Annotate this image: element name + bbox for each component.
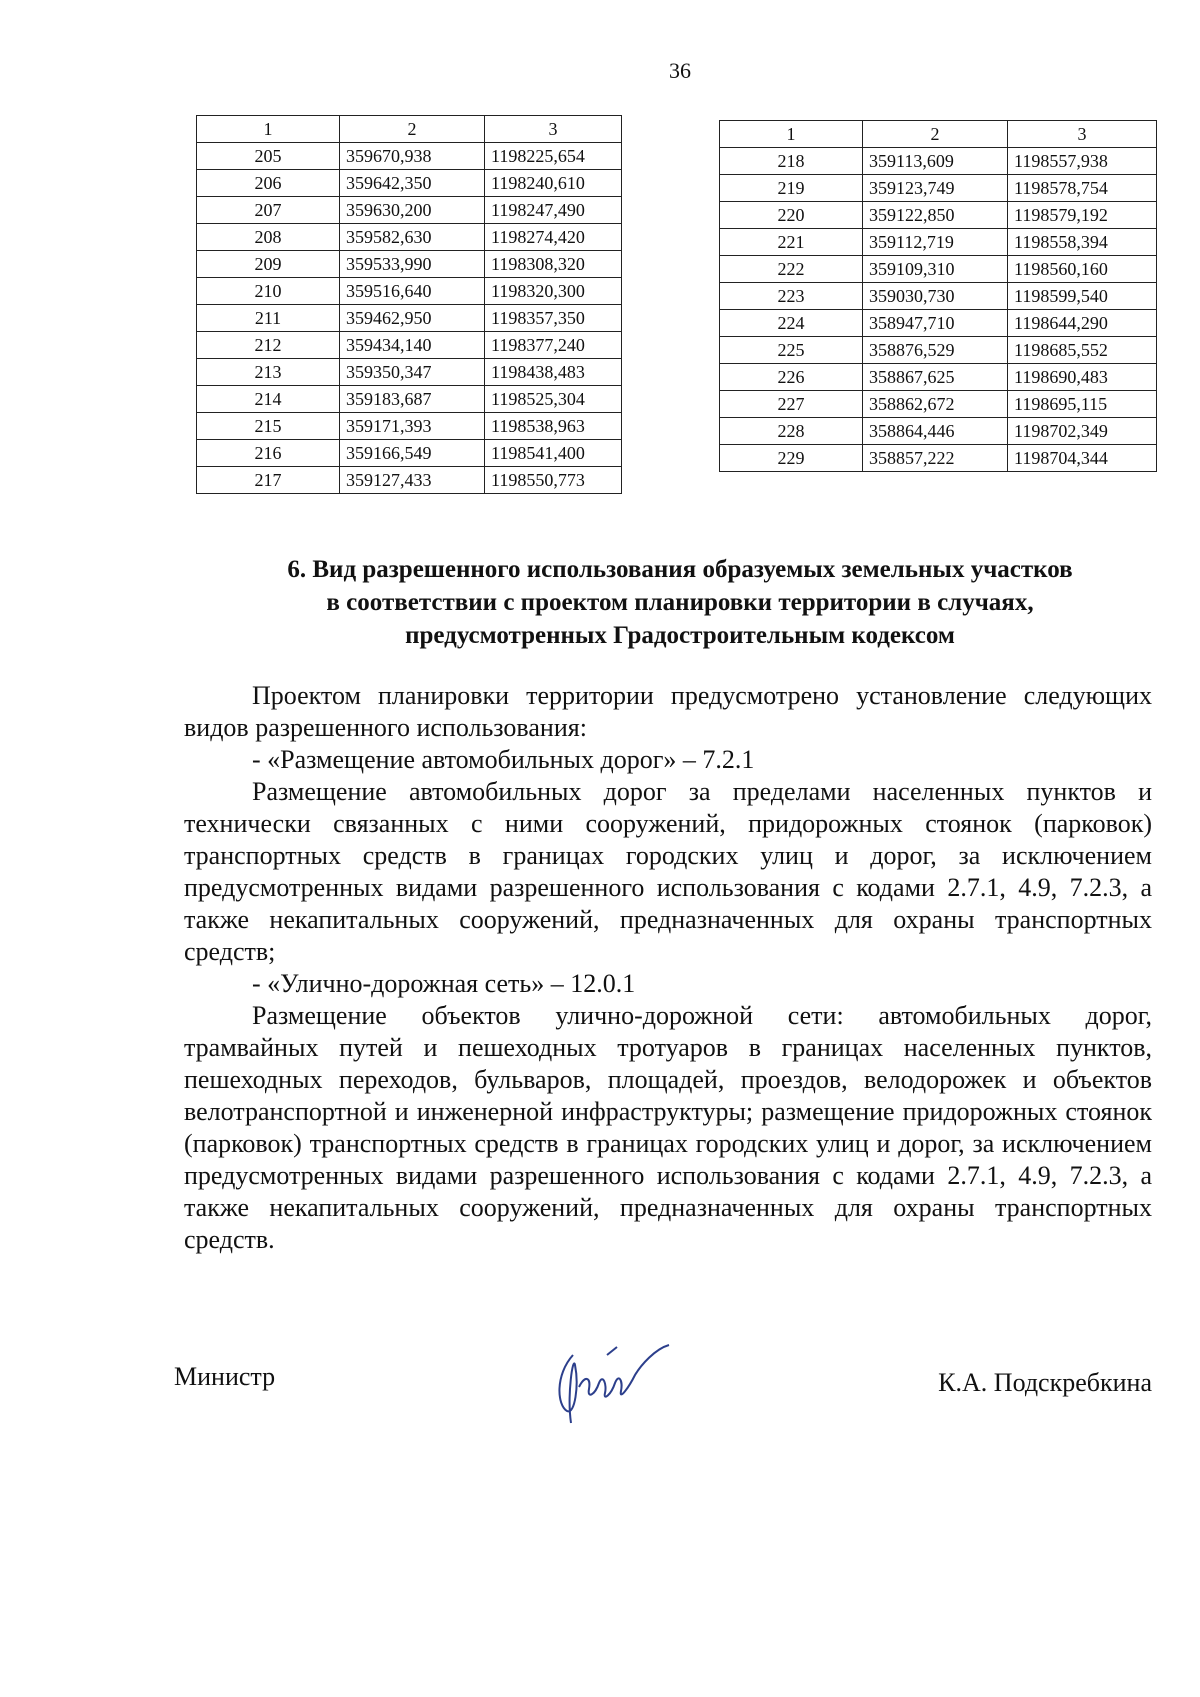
point-number-cell: 209 (197, 251, 340, 278)
x-coordinate-cell: 358862,672 (863, 391, 1008, 418)
table-row (197, 197, 622, 224)
table-row (720, 229, 1157, 256)
x-coordinate-cell: 359434,140 (340, 332, 485, 359)
y-coordinate-cell: 1198599,540 (1008, 283, 1157, 310)
y-coordinate-cell: 1198702,349 (1008, 418, 1157, 445)
point-number-cell: 221 (720, 229, 863, 256)
table-row (197, 305, 622, 332)
x-coordinate-cell: 359462,950 (340, 305, 485, 332)
point-number-cell: 207 (197, 197, 340, 224)
point-number-cell: 210 (197, 278, 340, 305)
table-row (197, 143, 622, 170)
x-coordinate-cell: 358857,222 (863, 445, 1008, 472)
section-body (184, 680, 1152, 1256)
table-row (197, 332, 622, 359)
y-coordinate-cell: 1198525,304 (485, 386, 622, 413)
table-row (197, 359, 622, 386)
y-coordinate-cell: 1198685,552 (1008, 337, 1157, 364)
table-row (197, 224, 622, 251)
y-coordinate-cell: 1198560,160 (1008, 256, 1157, 283)
section-heading-line: 6. Вид разрешенного использования образуемых земельных участков (287, 556, 1073, 583)
y-coordinate-cell: 1198557,938 (1008, 148, 1157, 175)
point-number-cell: 229 (720, 445, 863, 472)
x-coordinate-cell: 359109,310 (863, 256, 1008, 283)
table-row (197, 251, 622, 278)
point-number-cell: 205 (197, 143, 340, 170)
y-coordinate-cell: 1198695,115 (1008, 391, 1157, 418)
point-number-cell: 213 (197, 359, 340, 386)
x-coordinate-cell: 359113,609 (863, 148, 1008, 175)
y-coordinate-cell: 1198308,320 (485, 251, 622, 278)
x-coordinate-cell: 359582,630 (340, 224, 485, 251)
column-header: 1 (720, 121, 863, 148)
x-coordinate-cell: 359516,640 (340, 278, 485, 305)
table-row (720, 175, 1157, 202)
point-number-cell: 215 (197, 413, 340, 440)
table-row (197, 278, 622, 305)
column-header: 3 (485, 116, 622, 143)
table-row (720, 310, 1157, 337)
column-header: 1 (197, 116, 340, 143)
y-coordinate-cell: 1198240,610 (485, 170, 622, 197)
column-header: 2 (863, 121, 1008, 148)
signatory-title: Министр (174, 1362, 276, 1391)
point-number-cell: 220 (720, 202, 863, 229)
y-coordinate-cell: 1198644,290 (1008, 310, 1157, 337)
x-coordinate-cell: 359166,549 (340, 440, 485, 467)
table-row (720, 445, 1157, 472)
x-coordinate-cell: 358864,446 (863, 418, 1008, 445)
handwritten-signature (545, 1325, 675, 1435)
y-coordinate-cell: 1198704,344 (1008, 445, 1157, 472)
point-number-cell: 223 (720, 283, 863, 310)
x-coordinate-cell: 359183,687 (340, 386, 485, 413)
point-number-cell: 206 (197, 170, 340, 197)
section-heading-line: в соответствии с проектом планировки территории в случаях, (326, 589, 1034, 616)
x-coordinate-cell: 359350,347 (340, 359, 485, 386)
table-row (197, 170, 622, 197)
y-coordinate-cell: 1198247,490 (485, 197, 622, 224)
point-number-cell: 218 (720, 148, 863, 175)
y-coordinate-cell: 1198320,300 (485, 278, 622, 305)
x-coordinate-cell: 359112,719 (863, 229, 1008, 256)
x-coordinate-cell: 359533,990 (340, 251, 485, 278)
x-coordinate-cell: 358876,529 (863, 337, 1008, 364)
point-number-cell: 214 (197, 386, 340, 413)
y-coordinate-cell: 1198578,754 (1008, 175, 1157, 202)
point-number-cell: 226 (720, 364, 863, 391)
land-use-item: - «Размещение автомобильных дорог» – 7.2.1 (252, 745, 755, 774)
point-number-cell: 219 (720, 175, 863, 202)
point-number-cell: 225 (720, 337, 863, 364)
y-coordinate-cell: 1198538,963 (485, 413, 622, 440)
point-number-cell: 228 (720, 418, 863, 445)
table-row (720, 256, 1157, 283)
y-coordinate-cell: 1198274,420 (485, 224, 622, 251)
table-row (720, 418, 1157, 445)
column-header: 2 (340, 116, 485, 143)
x-coordinate-cell: 359127,433 (340, 467, 485, 494)
y-coordinate-cell: 1198550,773 (485, 467, 622, 494)
point-number-cell: 217 (197, 467, 340, 494)
point-number-cell: 222 (720, 256, 863, 283)
land-use-description: Размещение объектов улично-дорожной сети: автомобильных дорог, трамвайных путей и пешеходных тротуаров в границах населенных пунктов, пешеходных переходов, бульваров, площадей, проездов, велодорожек и объектов велотранспортной и инженерной инфраструктуры; размещение придорожных стоянок (парковок) транспортных средств в границах городских улиц и дорог, за исключением предусмотренных видами разрешенного использования с кодами 2.7.1, 4.9, 7.2.3, а также некапитальных сооружений, предназначенных для охраны транспортных средств. (184, 1001, 1152, 1254)
table-row (197, 440, 622, 467)
point-number-cell: 208 (197, 224, 340, 251)
y-coordinate-cell: 1198690,483 (1008, 364, 1157, 391)
y-coordinate-cell: 1198558,394 (1008, 229, 1157, 256)
signatory-name: К.А. Подскребкина (938, 1368, 1152, 1397)
table-row (720, 283, 1157, 310)
y-coordinate-cell: 1198225,654 (485, 143, 622, 170)
land-use-item: - «Улично-дорожная сеть» – 12.0.1 (252, 969, 636, 998)
table-header-row (720, 121, 1157, 148)
table-row (720, 364, 1157, 391)
table-row (197, 467, 622, 494)
coordinates-table-left (196, 115, 622, 494)
point-number-cell: 227 (720, 391, 863, 418)
table-header-row (197, 116, 622, 143)
point-number-cell: 211 (197, 305, 340, 332)
table-row (720, 391, 1157, 418)
point-number-cell: 216 (197, 440, 340, 467)
page-number: 36 (669, 58, 691, 83)
column-header: 3 (1008, 121, 1157, 148)
table-row (720, 148, 1157, 175)
section-heading (180, 553, 1180, 652)
y-coordinate-cell: 1198541,400 (485, 440, 622, 467)
table-row (720, 202, 1157, 229)
coordinates-table-right (719, 120, 1157, 472)
x-coordinate-cell: 358867,625 (863, 364, 1008, 391)
x-coordinate-cell: 359642,350 (340, 170, 485, 197)
y-coordinate-cell: 1198377,240 (485, 332, 622, 359)
table-row (720, 337, 1157, 364)
point-number-cell: 224 (720, 310, 863, 337)
point-number-cell: 212 (197, 332, 340, 359)
table-row (197, 386, 622, 413)
x-coordinate-cell: 359123,749 (863, 175, 1008, 202)
x-coordinate-cell: 359122,850 (863, 202, 1008, 229)
x-coordinate-cell: 358947,710 (863, 310, 1008, 337)
intro-paragraph: Проектом планировки территории предусмотрено установление следующих видов разрешенного использования: (184, 681, 1152, 742)
x-coordinate-cell: 359030,730 (863, 283, 1008, 310)
land-use-description: Размещение автомобильных дорог за пределами населенных пунктов и технически связанных с ними сооружений, придорожных стоянок (парковок) транспортных средств в границах городских улиц и дорог, за исключением предусмотренных видами разрешенного использования с кодами 2.7.1, 4.9, 7.2.3, а также некапитальных сооружений, предназначенных для охраны транспортных средств; (184, 777, 1152, 966)
y-coordinate-cell: 1198579,192 (1008, 202, 1157, 229)
table-row (197, 413, 622, 440)
section-heading-line: предусмотренных Градостроительным кодексом (405, 622, 955, 649)
y-coordinate-cell: 1198438,483 (485, 359, 622, 386)
x-coordinate-cell: 359630,200 (340, 197, 485, 224)
x-coordinate-cell: 359670,938 (340, 143, 485, 170)
y-coordinate-cell: 1198357,350 (485, 305, 622, 332)
x-coordinate-cell: 359171,393 (340, 413, 485, 440)
